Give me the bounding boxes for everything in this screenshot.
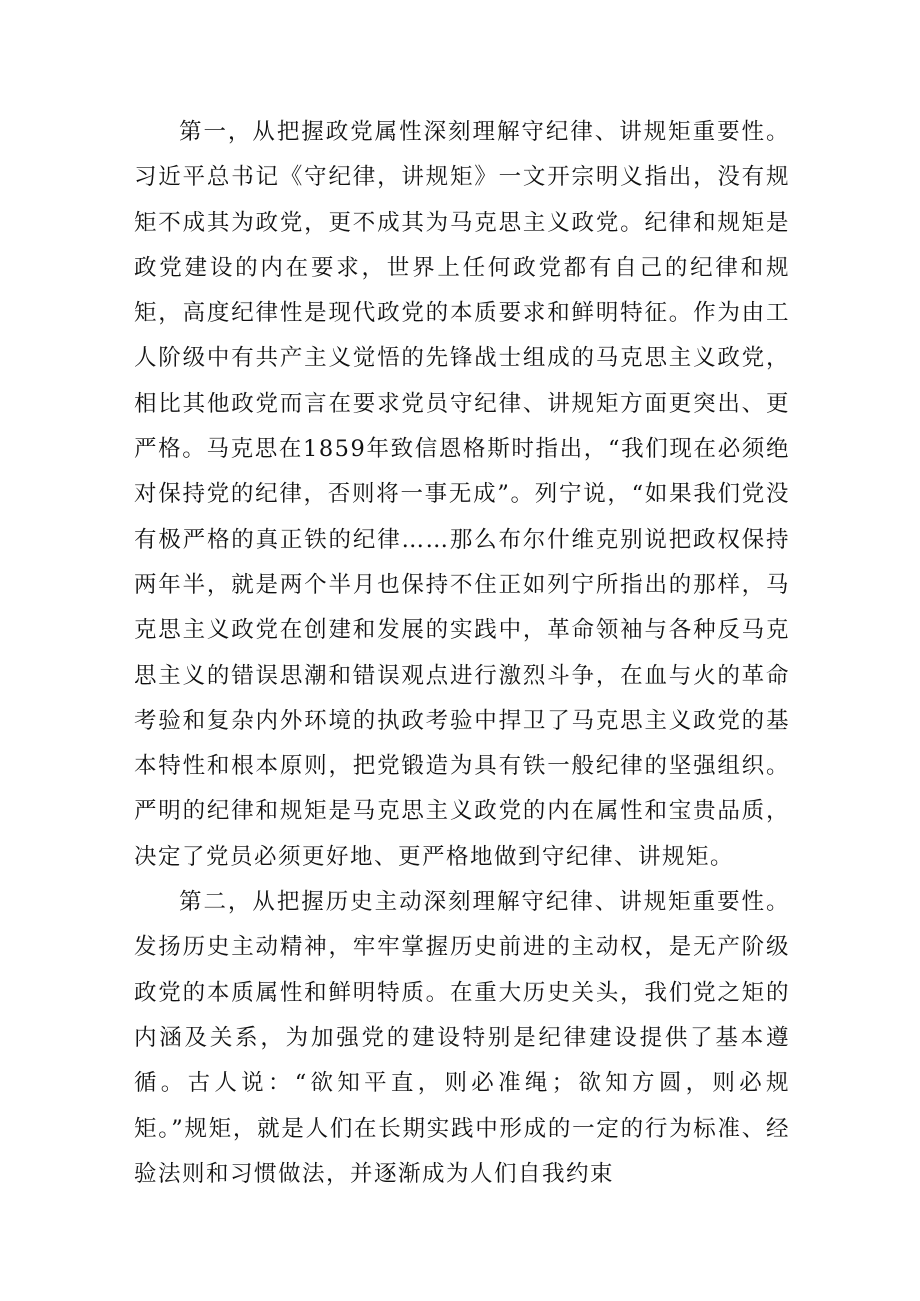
paragraph-party-attribute: 第一，从把握政党属性深刻理解守纪律、讲规矩重要性。习近平总书记《守纪律，讲规矩》一文开宗明义指出，没有规矩不成其为政党，更不成其为马克思主义政党。纪律和规矩是政党建设的内在要求，世界上任何政党都有自己的纪律和规矩，高度纪律性是现代政党的本质要求和鲜明特征。作为由工人阶级中有共产主义觉悟的先锋战士组成的马克思主义政党，相比其他政党而言在要求党员守纪律、讲规矩方面更突出、更严格。马克思在1859年致信恩格斯时指出，“我们现在必须绝对保持党的纪律，否则将一事无成”。列宁说，“如果我们党没有极严格的真正铁的纪律……那么布尔什维克别说把政权保持两年半，就是两个半月也保持不住正如列宁所指出的那样，马克思主义政党在创建和发展的实践中，革命领袖与各种反马克思主义的错误思潮和错误观点进行激烈斗争，在血与火的革命考验和复杂内外环境的执政考验中捍卫了马克思主义政党的基本特性和根本原则，把党锻造为具有铁一般纪律的坚强组织。严明的纪律和规矩是马克思主义政党的内在属性和宝贵品质，决定了党员必须更好地、更严格地做到守纪律、讲规矩。 bbox=[134, 119, 790, 870]
document-body bbox=[134, 110, 790, 1197]
paragraph-historical-initiative: 第二，从把握历史主动深刻理解守纪律、讲规矩重要性。发扬历史主动精神，牢牢掌握历史前进的主动权，是无产阶级政党的本质属性和鲜明特质。在重大历史关头，我们党之矩的内涵及关系，为加强党的建设特别是纪律建设提供了基本遵循。古人说：“欲知平直，则必准绳；欲知方圆，则必规矩。”规矩，就是人们在长期实践中形成的一定的行为标准、经验法则和习惯做法，并逐渐成为人们自我约束 bbox=[134, 889, 790, 1187]
